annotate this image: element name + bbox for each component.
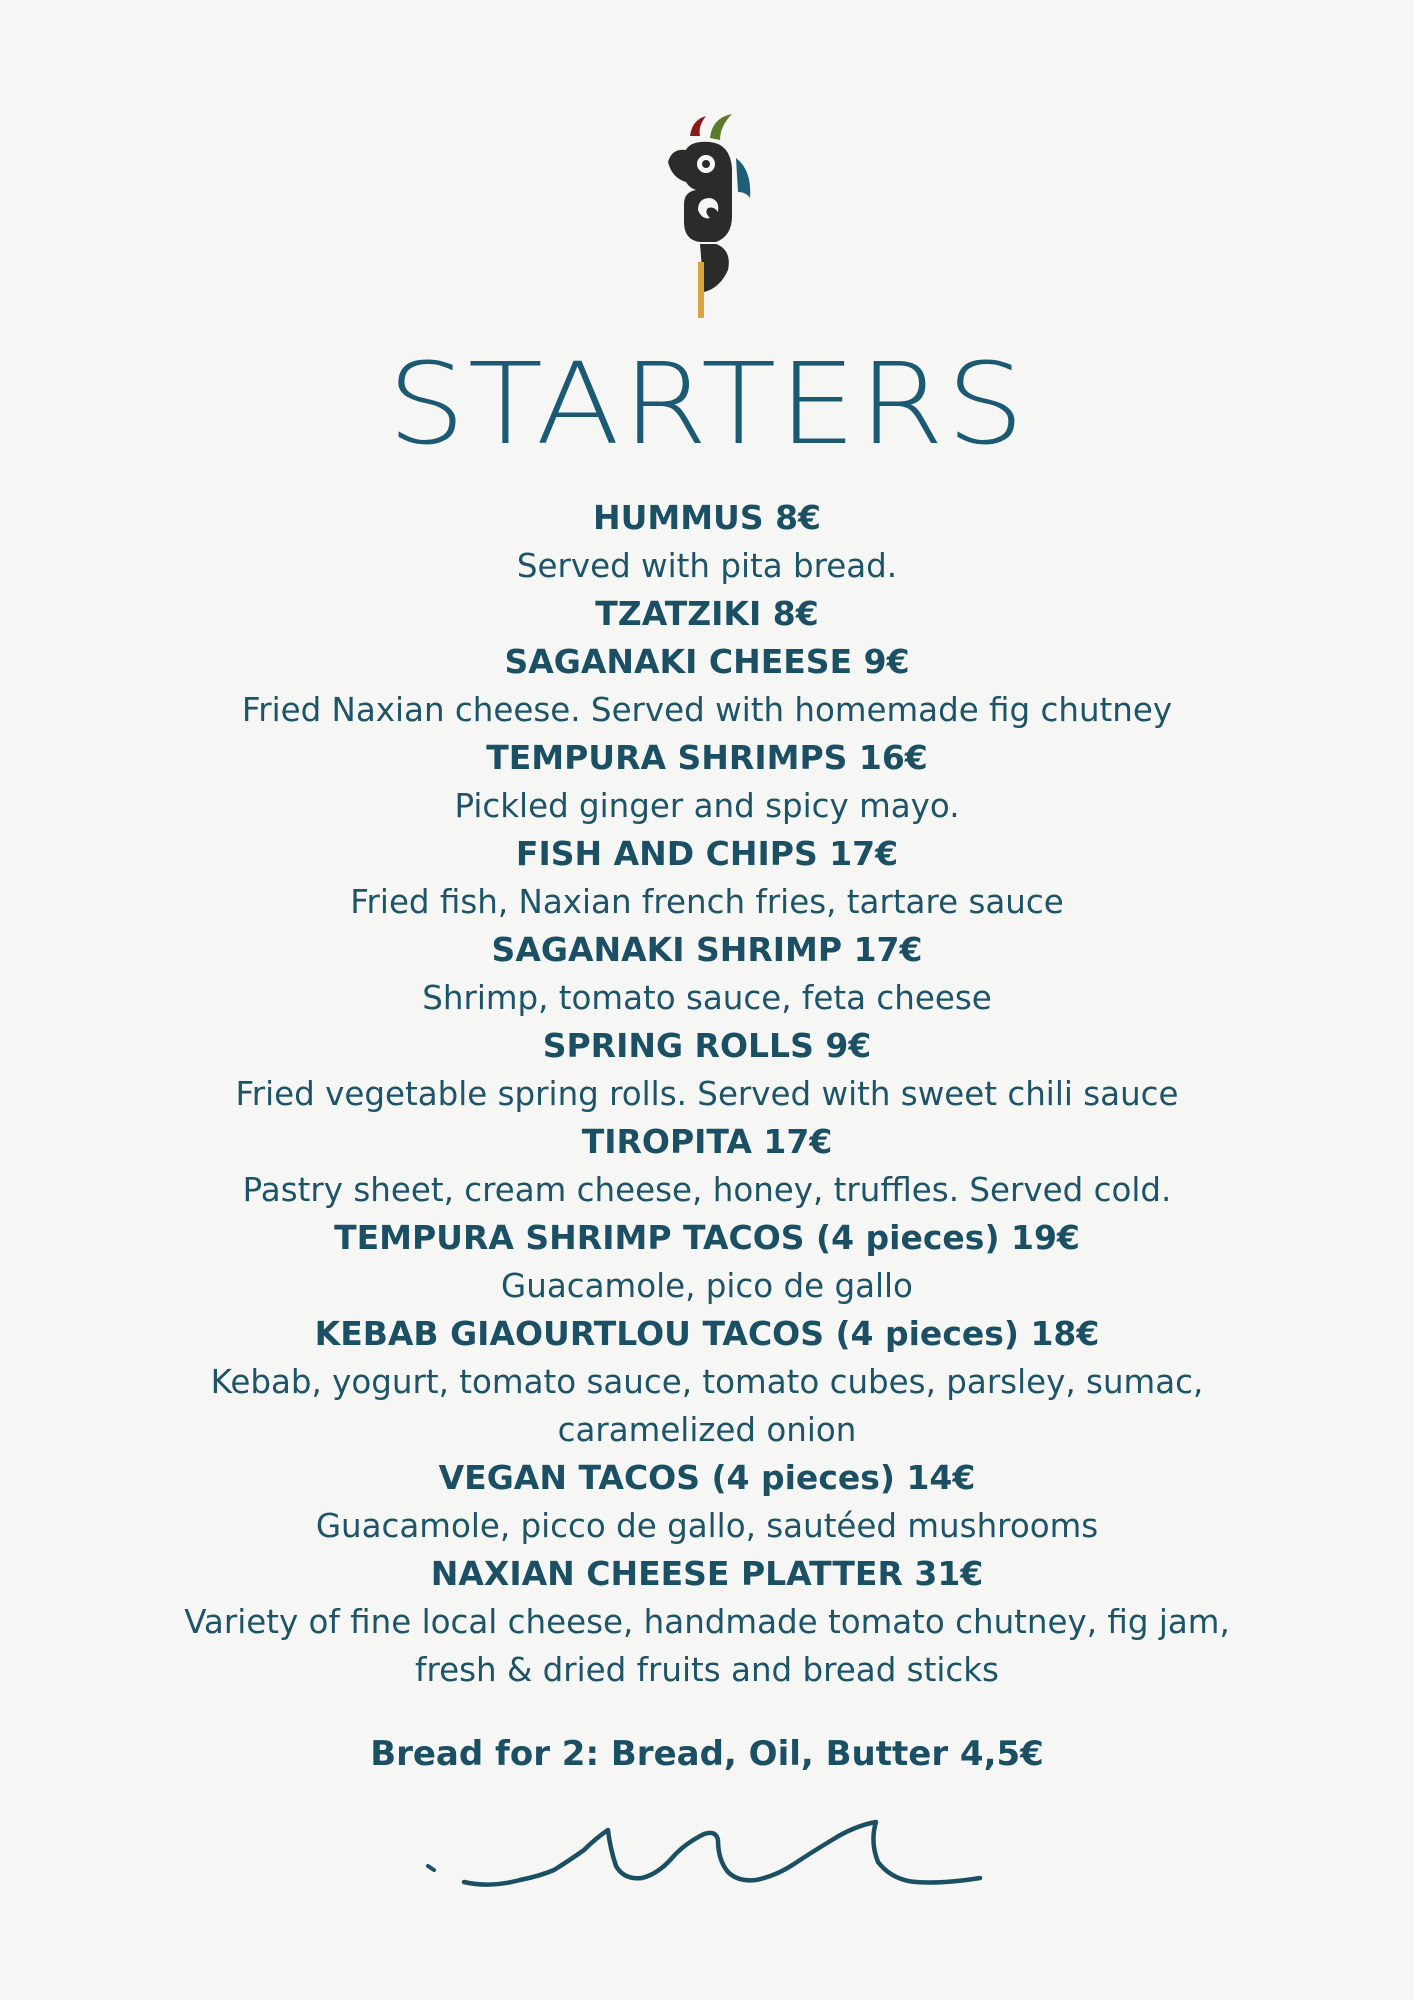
menu-item-description: Pickled ginger and spicy mayo. [454, 787, 960, 825]
menu-item-name: NAXIAN CHEESE PLATTER 31€ [430, 1554, 984, 1593]
menu-item-name: TEMPURA SHRIMPS 16€ [486, 738, 928, 777]
menu-item-name: VEGAN TACOS (4 pieces) 14€ [438, 1458, 976, 1497]
page-title: STARTERS [387, 340, 1027, 470]
menu-item-description: Fried vegetable spring rolls. Served with sweet chili sauce [235, 1075, 1179, 1113]
menu-item-description: fresh & dried fruits and bread sticks [415, 1651, 999, 1689]
parrot-logo-icon [654, 112, 764, 320]
menu-item-description: Variety of fine local cheese, handmade tomato chutney, fig jam, [184, 1603, 1230, 1641]
menu-item-description: Kebab, yogurt, tomato sauce, tomato cubes, parsley, sumac, [210, 1363, 1204, 1401]
menu-item-description: Shrimp, tomato sauce, feta cheese [422, 979, 992, 1017]
menu-item-description: Fried Naxian cheese. Served with homemade fig chutney [241, 691, 1173, 729]
menu-item-name: KEBAB GIAOURTLOU TACOS (4 pieces) 18€ [314, 1314, 1100, 1353]
menu-item-name: FISH AND CHIPS 17€ [515, 834, 899, 873]
menu-item-description: Guacamole, pico de gallo [501, 1267, 913, 1305]
menu-item-name: SAGANAKI SHRIMP 17€ [491, 930, 923, 969]
bread-note: Bread for 2: Bread, Oil, Butter 4,5€ [370, 1734, 1044, 1774]
menu-item-name: SAGANAKI CHEESE 9€ [504, 642, 910, 681]
menu-list [0, 494, 1414, 1694]
menu-item-description: caramelized onion [557, 1411, 857, 1449]
menu-item-name: SPRING ROLLS 9€ [542, 1026, 872, 1065]
menu-item-description: Fried fish, Naxian french fries, tartare sauce [350, 883, 1064, 921]
menu-item-name: TIROPITA 17€ [581, 1122, 833, 1161]
menu-item-description: Guacamole, picco de gallo, sautéed mushrooms [315, 1507, 1099, 1545]
menu-item-description: Served with pita bread. [516, 547, 898, 585]
menu-item-name: TEMPURA SHRIMP TACOS (4 pieces) 19€ [334, 1218, 1080, 1257]
menu-item-name: HUMMUS 8€ [592, 498, 822, 537]
menu-item-name: TZATZIKI 8€ [595, 594, 819, 633]
wave-icon [420, 1818, 990, 1898]
menu-item-description: Pastry sheet, cream cheese, honey, truffles. Served cold. [242, 1171, 1172, 1209]
